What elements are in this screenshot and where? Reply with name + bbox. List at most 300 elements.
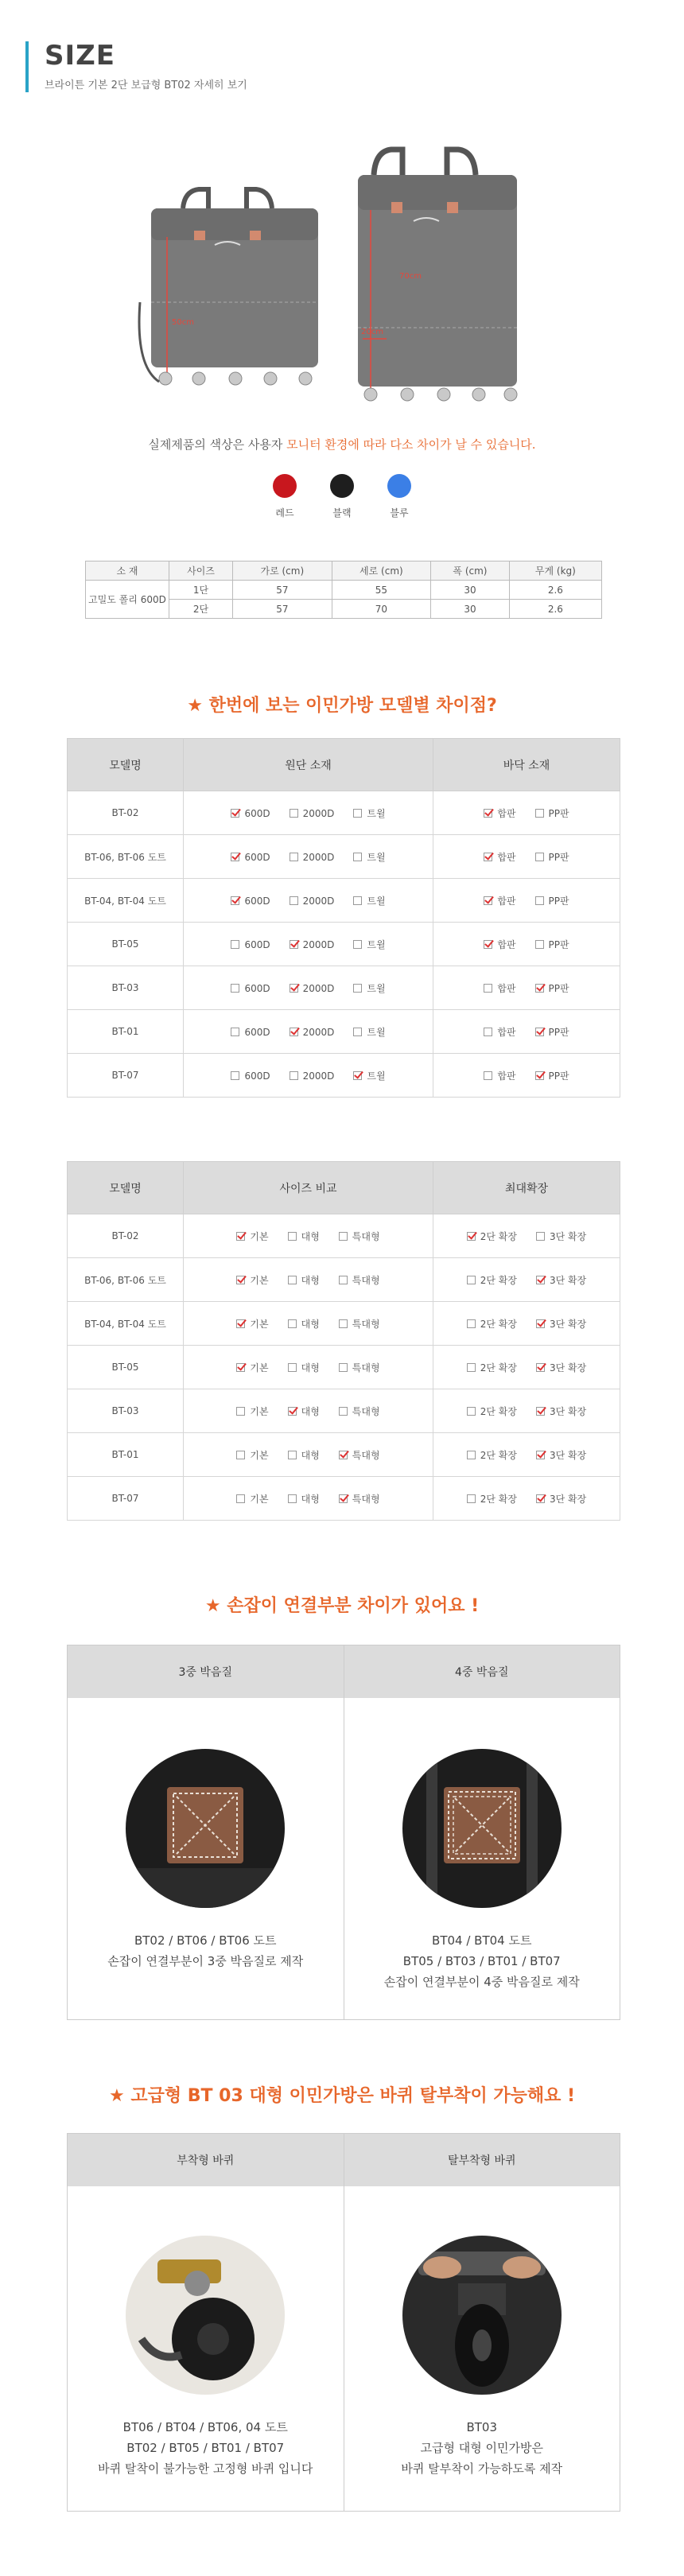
option-label: PP판 xyxy=(548,851,569,863)
option-label: 2단 확장 xyxy=(480,1274,517,1286)
checkbox-icon xyxy=(467,1363,476,1372)
spec-row xyxy=(86,581,602,600)
spec-header: 무게 (kg) xyxy=(509,561,601,581)
option-label: 트윌 xyxy=(367,807,386,819)
option-label: 기본 xyxy=(250,1362,269,1373)
option-cell xyxy=(433,1054,620,1098)
option-label: 2단 확장 xyxy=(480,1362,517,1373)
option xyxy=(236,1492,268,1506)
option-cell xyxy=(184,791,433,835)
checked-box-icon xyxy=(535,1028,544,1036)
checked-box-icon xyxy=(467,1232,476,1241)
checkbox-icon xyxy=(339,1232,348,1241)
option-label: 대형 xyxy=(301,1449,320,1461)
option-label: 합판 xyxy=(497,1070,516,1082)
option-label: 600D xyxy=(244,982,270,994)
checkbox-icon xyxy=(339,1363,348,1372)
option-label: 합판 xyxy=(497,938,516,950)
option-label: 2000D xyxy=(302,1070,335,1082)
option-cell xyxy=(184,1258,433,1302)
checked-box-icon xyxy=(484,809,492,818)
option xyxy=(535,981,569,995)
option-label: 대형 xyxy=(301,1405,320,1417)
checkbox-icon xyxy=(236,1407,245,1416)
option xyxy=(290,983,335,994)
option xyxy=(288,1317,320,1331)
color-swatch xyxy=(328,474,356,522)
option xyxy=(288,1448,320,1462)
option xyxy=(536,1492,586,1506)
spec-table xyxy=(85,561,602,619)
option xyxy=(353,850,385,864)
option-label: 특대형 xyxy=(352,1493,380,1505)
spec-header: 소 재 xyxy=(86,561,169,581)
stitch-3-image xyxy=(126,1749,285,1908)
option xyxy=(288,1230,320,1243)
wheel-panel xyxy=(67,2133,620,2512)
checked-box-icon xyxy=(484,896,492,905)
checkbox-icon xyxy=(353,853,362,861)
table-row xyxy=(68,1433,620,1477)
option-label: 2000D xyxy=(302,1026,335,1038)
option-cell xyxy=(184,1010,433,1054)
caption-line: BT06 / BT04 / BT06, 04 도트 xyxy=(122,2420,288,2434)
option-label: 600D xyxy=(244,938,270,950)
option-cell xyxy=(433,1477,620,1521)
checked-box-icon xyxy=(236,1319,245,1328)
option xyxy=(288,1273,320,1287)
option xyxy=(484,894,515,907)
color-swatch xyxy=(271,474,298,522)
checked-box-icon xyxy=(536,1319,545,1328)
checkbox-icon xyxy=(467,1451,476,1459)
large-dim-label: 70cm xyxy=(399,272,422,281)
spec-header: 사이즈 xyxy=(169,561,233,581)
option-label: 트윌 xyxy=(367,982,386,994)
option-label: 2000D xyxy=(302,851,335,863)
option-label: 3단 확장 xyxy=(550,1362,587,1373)
option-cell xyxy=(433,923,620,966)
checked-box-icon xyxy=(231,896,239,905)
option xyxy=(467,1361,517,1374)
option xyxy=(484,850,515,864)
option-label: 트윌 xyxy=(367,1026,386,1038)
option-cell xyxy=(184,1389,433,1433)
table-row xyxy=(68,1258,620,1302)
checkbox-icon xyxy=(339,1276,348,1284)
large-bag xyxy=(358,150,517,401)
option xyxy=(288,1361,320,1374)
model-name: BT-01 xyxy=(68,1010,184,1054)
color-dot xyxy=(330,474,354,498)
option xyxy=(236,1448,268,1462)
option-label: 3단 확장 xyxy=(550,1318,587,1330)
option-cell xyxy=(184,1346,433,1389)
stitch-4-caption xyxy=(384,1930,580,1992)
small-bag xyxy=(139,189,318,385)
table-row xyxy=(68,1214,620,1258)
option-label: 합판 xyxy=(497,982,516,994)
spec-cell: 30 xyxy=(431,600,510,619)
option-cell xyxy=(433,879,620,923)
size-extension-table xyxy=(67,1161,620,1521)
option xyxy=(290,808,335,819)
option xyxy=(231,808,270,819)
column-header: 원단 소재 xyxy=(184,739,433,791)
checked-box-icon xyxy=(536,1407,545,1416)
column-header: 사이즈 비교 xyxy=(184,1162,433,1214)
checked-box-icon xyxy=(484,853,492,861)
option xyxy=(339,1317,380,1331)
stitch-4-image xyxy=(402,1749,562,1908)
checkbox-icon xyxy=(231,1028,239,1036)
option xyxy=(288,1492,320,1506)
stitch-head-4: 4중 박음질 xyxy=(455,1666,509,1679)
option-cell xyxy=(184,879,433,923)
fabric-floor-table xyxy=(67,738,620,1098)
checkbox-icon xyxy=(467,1494,476,1503)
checked-box-icon xyxy=(236,1276,245,1284)
checked-box-icon xyxy=(231,809,239,818)
accent-bar xyxy=(25,41,29,92)
checkbox-icon xyxy=(353,940,362,949)
option-label: PP판 xyxy=(548,938,569,950)
color-dot xyxy=(387,474,411,498)
option-label: 2단 확장 xyxy=(480,1318,517,1330)
option xyxy=(231,939,270,950)
option xyxy=(231,896,270,907)
color-dot xyxy=(273,474,297,498)
notice-text: 실제제품의 색상은 사용자 xyxy=(148,437,287,452)
option-label: PP판 xyxy=(548,982,569,994)
option xyxy=(536,1230,586,1243)
option xyxy=(484,806,515,820)
checkbox-icon xyxy=(353,896,362,905)
option-label: 합판 xyxy=(497,895,516,907)
spec-cell: 55 xyxy=(332,581,431,600)
option xyxy=(536,1361,586,1374)
caption-line: 손잡이 연결부분이 4중 박음질로 제작 xyxy=(383,1975,580,1989)
option xyxy=(467,1273,517,1287)
table-row xyxy=(68,1302,620,1346)
bag-illustration xyxy=(135,143,549,414)
option xyxy=(339,1448,380,1462)
stitch-panel xyxy=(67,1645,620,2020)
option-label: 기본 xyxy=(250,1405,269,1417)
wheel-head-detachable: 탈부착형 바퀴 xyxy=(447,2154,516,2167)
option xyxy=(231,1027,270,1038)
wheel-head-fixed: 부착형 바퀴 xyxy=(68,2134,344,2186)
option-label: 2단 확장 xyxy=(480,1493,517,1505)
option-label: 2단 확장 xyxy=(480,1230,517,1242)
caption-line: BT02 / BT05 / BT01 / BT07 xyxy=(126,2441,285,2455)
checkbox-icon xyxy=(535,809,544,818)
checked-box-icon xyxy=(339,1451,348,1459)
option xyxy=(353,806,385,820)
option xyxy=(535,894,569,907)
option xyxy=(339,1405,380,1418)
column-header: 모델명 xyxy=(68,1162,184,1214)
table-header-row xyxy=(68,739,620,791)
option-label: 특대형 xyxy=(352,1230,380,1242)
stitch-cell-4 xyxy=(344,1698,620,2019)
option-label: 대형 xyxy=(301,1493,320,1505)
checkbox-icon xyxy=(535,853,544,861)
checkbox-icon xyxy=(236,1451,245,1459)
color-label: 레드 xyxy=(275,507,294,519)
option xyxy=(353,981,385,995)
option xyxy=(353,938,385,951)
color-swatches xyxy=(0,474,684,522)
option xyxy=(535,1025,569,1039)
option-cell xyxy=(433,1346,620,1389)
checkbox-icon xyxy=(290,1071,298,1080)
option-label: 600D xyxy=(244,895,270,907)
wheel-cell-detachable xyxy=(344,2186,620,2511)
spec-cell: 30 xyxy=(431,581,510,600)
color-swatch xyxy=(386,474,413,522)
option-cell xyxy=(433,1433,620,1477)
option xyxy=(290,939,335,950)
table-row xyxy=(68,879,620,923)
spec-header: 폭 (cm) xyxy=(431,561,510,581)
option-cell xyxy=(184,1214,433,1258)
spec-cell: 2.6 xyxy=(509,581,601,600)
checkbox-icon xyxy=(290,853,298,861)
table-row xyxy=(68,1346,620,1389)
small-dim-label: 50cm xyxy=(172,318,194,327)
spec-cell: 2단 xyxy=(169,600,233,619)
caption-line: 바퀴 탈착이 불가능한 고정형 바퀴 입니다 xyxy=(98,2461,313,2476)
checked-box-icon xyxy=(236,1232,245,1241)
checked-box-icon xyxy=(290,984,298,993)
checkbox-icon xyxy=(353,1028,362,1036)
spec-cell: 70 xyxy=(332,600,431,619)
option xyxy=(236,1230,268,1243)
option-cell xyxy=(184,923,433,966)
option-label: 트윌 xyxy=(367,938,386,950)
option-label: 600D xyxy=(244,807,270,819)
checkbox-icon xyxy=(484,984,492,993)
model-name: BT-07 xyxy=(68,1054,184,1098)
option xyxy=(290,1027,335,1038)
model-name: BT-02 xyxy=(68,791,184,835)
option xyxy=(236,1273,268,1287)
model-name: BT-05 xyxy=(68,923,184,966)
option-cell xyxy=(184,966,433,1010)
section-title-compare: ★ 한번에 보는 이민가방 모델별 차이점? xyxy=(187,696,497,716)
option xyxy=(353,1025,385,1039)
page-subtitle: 브라이튼 기본 2단 보급형 BT02 자세히 보기 xyxy=(45,80,247,91)
option-label: 3단 확장 xyxy=(550,1493,587,1505)
table-row xyxy=(68,966,620,1010)
model-name: BT-04, BT-04 도트 xyxy=(68,879,184,923)
option xyxy=(484,981,515,995)
option-cell xyxy=(433,1214,620,1258)
checkbox-icon xyxy=(467,1319,476,1328)
checked-box-icon xyxy=(288,1407,297,1416)
option-label: 대형 xyxy=(301,1362,320,1373)
checkbox-icon xyxy=(288,1451,297,1459)
option-cell xyxy=(184,1433,433,1477)
option-label: PP판 xyxy=(548,1070,569,1082)
checkbox-icon xyxy=(467,1276,476,1284)
option xyxy=(288,1405,320,1418)
checked-box-icon xyxy=(536,1494,545,1503)
option-label: 대형 xyxy=(301,1318,320,1330)
option-label: 특대형 xyxy=(352,1318,380,1330)
option-label: 트윌 xyxy=(367,895,386,907)
checked-box-icon xyxy=(535,984,544,993)
option-label: 2000D xyxy=(302,938,335,950)
option xyxy=(535,806,569,820)
color-label: 블랙 xyxy=(332,507,352,519)
table-row xyxy=(68,923,620,966)
spec-cell: 57 xyxy=(233,600,332,619)
spec-header: 가로 (cm) xyxy=(233,561,332,581)
option-label: 특대형 xyxy=(352,1274,380,1286)
spec-header: 세로 (cm) xyxy=(332,561,431,581)
stitch-cell-3 xyxy=(68,1698,344,2019)
option-label: 2단 확장 xyxy=(480,1449,517,1461)
checkbox-icon xyxy=(231,1071,239,1080)
checkbox-icon xyxy=(339,1407,348,1416)
option-cell xyxy=(184,1477,433,1521)
size-header xyxy=(25,40,662,95)
model-name: BT-03 xyxy=(68,1389,184,1433)
option-label: 3단 확장 xyxy=(550,1230,587,1242)
table-header-row xyxy=(68,1162,620,1214)
model-name: BT-05 xyxy=(68,1346,184,1389)
option xyxy=(236,1405,268,1418)
spec-header-row xyxy=(86,561,602,581)
checked-box-icon xyxy=(353,1071,362,1080)
caption-line: BT02 / BT06 / BT06 도트 xyxy=(134,1933,277,1948)
option xyxy=(231,983,270,994)
checked-box-icon xyxy=(231,853,239,861)
option-label: PP판 xyxy=(548,1026,569,1038)
wheel-cell-fixed xyxy=(68,2186,344,2511)
ext-dim-label: 20cm xyxy=(361,328,383,336)
section-title-wheels: ★ 고급형 BT 03 대형 이민가방은 바퀴 탈부착이 가능해요 ! xyxy=(108,2086,576,2106)
option-label: 특대형 xyxy=(352,1449,380,1461)
table-row xyxy=(68,1389,620,1433)
checkbox-icon xyxy=(353,809,362,818)
option xyxy=(536,1273,586,1287)
option xyxy=(484,1025,515,1039)
option xyxy=(290,852,335,863)
checked-box-icon xyxy=(536,1276,545,1284)
column-header: 최대확장 xyxy=(433,1162,620,1214)
option xyxy=(536,1405,586,1418)
option-label: 600D xyxy=(244,1026,270,1038)
model-name: BT-03 xyxy=(68,966,184,1010)
option xyxy=(231,1070,270,1082)
option xyxy=(236,1317,268,1331)
option xyxy=(290,1070,335,1082)
option xyxy=(535,938,569,951)
option-label: 2000D xyxy=(302,982,335,994)
detachable-wheel-caption xyxy=(401,2417,562,2479)
spec-material: 고밀도 폴리 600D xyxy=(86,581,169,619)
option-label: 특대형 xyxy=(352,1362,380,1373)
page-title: SIZE xyxy=(45,40,116,72)
option xyxy=(467,1492,517,1506)
checkbox-icon xyxy=(236,1494,245,1503)
table-row xyxy=(68,791,620,835)
checkbox-icon xyxy=(535,940,544,949)
checkbox-icon xyxy=(484,1071,492,1080)
checked-box-icon xyxy=(536,1451,545,1459)
checkbox-icon xyxy=(288,1363,297,1372)
fixed-wheel-caption xyxy=(98,2417,313,2479)
option xyxy=(339,1230,380,1243)
option xyxy=(484,1069,515,1082)
checked-box-icon xyxy=(535,1071,544,1080)
option-cell xyxy=(184,1054,433,1098)
option xyxy=(536,1448,586,1462)
checkbox-icon xyxy=(290,809,298,818)
option xyxy=(290,896,335,907)
option xyxy=(467,1230,517,1243)
color-notice xyxy=(0,436,684,453)
option xyxy=(339,1361,380,1374)
caption-line: BT03 xyxy=(466,2420,498,2434)
option-label: 2단 확장 xyxy=(480,1405,517,1417)
checkbox-icon xyxy=(536,1232,545,1241)
option-label: 합판 xyxy=(497,851,516,863)
checkbox-icon xyxy=(231,984,239,993)
checkbox-icon xyxy=(484,1028,492,1036)
model-name: BT-06, BT-06 도트 xyxy=(68,835,184,879)
option-cell xyxy=(433,791,620,835)
option xyxy=(484,938,515,951)
option-label: 기본 xyxy=(250,1230,269,1242)
option-label: 3단 확장 xyxy=(550,1405,587,1417)
option xyxy=(339,1273,380,1287)
spec-cell: 2.6 xyxy=(509,600,601,619)
option-label: 3단 확장 xyxy=(550,1449,587,1461)
caption-line: BT04 / BT04 도트 xyxy=(432,1933,532,1948)
model-name: BT-04, BT-04 도트 xyxy=(68,1302,184,1346)
option xyxy=(353,894,385,907)
option xyxy=(339,1492,380,1506)
option-label: 합판 xyxy=(497,807,516,819)
table-row xyxy=(68,1010,620,1054)
option xyxy=(535,850,569,864)
color-label: 블루 xyxy=(390,507,409,519)
caption-line: 손잡이 연결부분이 3중 박음질로 제작 xyxy=(107,1954,304,1968)
option-cell xyxy=(433,1389,620,1433)
option xyxy=(467,1317,517,1331)
option-label: 기본 xyxy=(250,1318,269,1330)
checkbox-icon xyxy=(467,1407,476,1416)
table-row xyxy=(68,1477,620,1521)
checkbox-icon xyxy=(535,896,544,905)
option xyxy=(236,1361,268,1374)
checkbox-icon xyxy=(290,896,298,905)
option-cell xyxy=(433,1258,620,1302)
option-label: 기본 xyxy=(250,1449,269,1461)
checkbox-icon xyxy=(288,1319,297,1328)
table-row xyxy=(68,1054,620,1098)
spec-cell: 57 xyxy=(233,581,332,600)
option-cell xyxy=(184,835,433,879)
checked-box-icon xyxy=(339,1494,348,1503)
notice-highlight: 모니터 환경에 따라 다소 차이가 날 수 있습니다. xyxy=(286,437,536,452)
checkbox-icon xyxy=(339,1319,348,1328)
option xyxy=(231,852,270,863)
